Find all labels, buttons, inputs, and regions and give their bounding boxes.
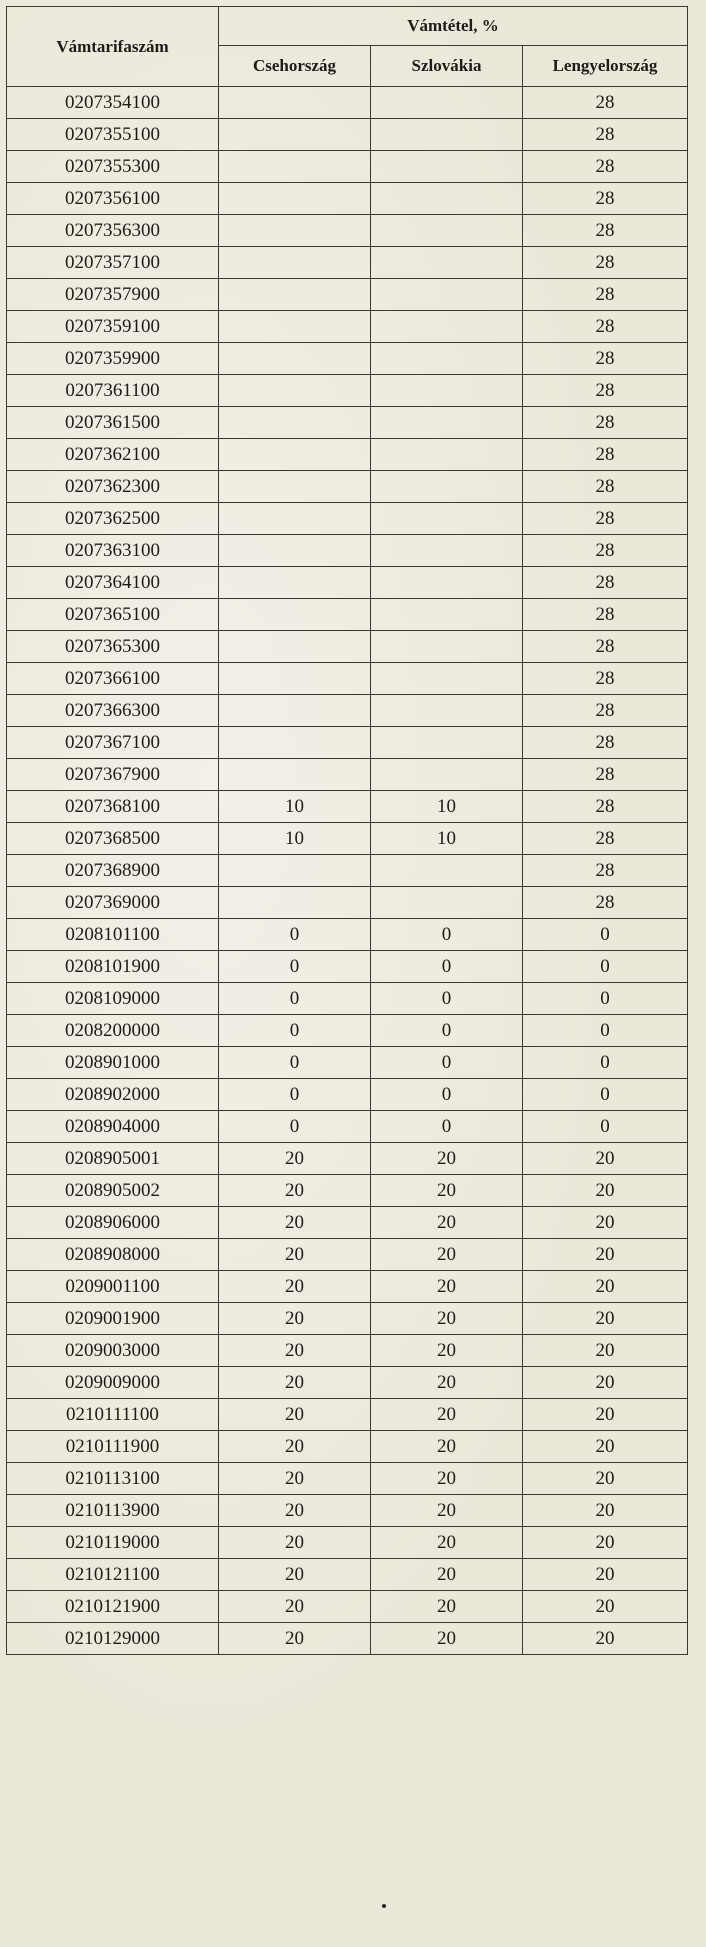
- rate-czech-cell: [219, 439, 371, 471]
- table-row: [7, 1175, 688, 1207]
- rate-czech-cell: [219, 279, 371, 311]
- rate-poland-cell: 20: [523, 1463, 688, 1495]
- rate-poland-cell: 0: [523, 919, 688, 951]
- rate-czech-cell: [219, 759, 371, 791]
- rate-poland-cell: 28: [523, 791, 688, 823]
- rate-czech-cell: [219, 87, 371, 119]
- rate-czech-cell: [219, 887, 371, 919]
- header-country: Lengyelország: [523, 46, 688, 87]
- rate-slovakia-cell: [371, 215, 523, 247]
- rate-czech-cell: [219, 375, 371, 407]
- tariff-code-cell: 0207365100: [7, 599, 219, 631]
- tariff-code-cell: 0207367100: [7, 727, 219, 759]
- rate-slovakia-cell: [371, 375, 523, 407]
- rate-czech-cell: [219, 311, 371, 343]
- table-row: [7, 1303, 688, 1335]
- rate-czech-cell: 0: [219, 1111, 371, 1143]
- table-row: [7, 919, 688, 951]
- table-row: [7, 311, 688, 343]
- table-row: [7, 1143, 688, 1175]
- rate-slovakia-cell: [371, 695, 523, 727]
- rate-slovakia-cell: 0: [371, 983, 523, 1015]
- tariff-code-cell: 0210129000: [7, 1623, 219, 1655]
- rate-poland-cell: 0: [523, 983, 688, 1015]
- table-row: [7, 1207, 688, 1239]
- table-row: [7, 791, 688, 823]
- rate-czech-cell: 0: [219, 1047, 371, 1079]
- rate-czech-cell: 10: [219, 823, 371, 855]
- header-country: Szlovákia: [371, 46, 523, 87]
- table-row: [7, 1079, 688, 1111]
- tariff-code-cell: 0207365300: [7, 631, 219, 663]
- table-row: [7, 887, 688, 919]
- rate-poland-cell: 28: [523, 631, 688, 663]
- tariff-code-cell: 0210121100: [7, 1559, 219, 1591]
- table-row: [7, 439, 688, 471]
- rate-czech-cell: 20: [219, 1239, 371, 1271]
- rate-czech-cell: 20: [219, 1303, 371, 1335]
- rate-slovakia-cell: 20: [371, 1335, 523, 1367]
- rate-czech-cell: 20: [219, 1335, 371, 1367]
- tariff-code-cell: 0207357100: [7, 247, 219, 279]
- rate-slovakia-cell: [371, 855, 523, 887]
- tariff-code-cell: 0209009000: [7, 1367, 219, 1399]
- table-row: [7, 727, 688, 759]
- rate-czech-cell: 0: [219, 983, 371, 1015]
- tariff-code-cell: 0207359900: [7, 343, 219, 375]
- tariff-code-cell: 0208904000: [7, 1111, 219, 1143]
- rate-slovakia-cell: 10: [371, 791, 523, 823]
- table-row: [7, 695, 688, 727]
- tariff-code-cell: 0207368100: [7, 791, 219, 823]
- table-row: [7, 1015, 688, 1047]
- rate-czech-cell: [219, 503, 371, 535]
- tariff-code-cell: 0207361100: [7, 375, 219, 407]
- rate-poland-cell: 0: [523, 1111, 688, 1143]
- rate-slovakia-cell: 20: [371, 1591, 523, 1623]
- rate-czech-cell: [219, 471, 371, 503]
- rate-czech-cell: 0: [219, 1079, 371, 1111]
- tariff-table: [6, 6, 688, 1655]
- rate-slovakia-cell: 20: [371, 1303, 523, 1335]
- table-row: [7, 215, 688, 247]
- table-row: [7, 1431, 688, 1463]
- table-row: [7, 1239, 688, 1271]
- rate-czech-cell: [219, 695, 371, 727]
- table-row: [7, 375, 688, 407]
- tariff-code-cell: 0210113100: [7, 1463, 219, 1495]
- table-row: [7, 1367, 688, 1399]
- rate-poland-cell: 20: [523, 1559, 688, 1591]
- table-row: [7, 567, 688, 599]
- rate-slovakia-cell: [371, 119, 523, 151]
- table-row: [7, 1527, 688, 1559]
- rate-slovakia-cell: 0: [371, 1079, 523, 1111]
- rate-poland-cell: 28: [523, 503, 688, 535]
- rate-czech-cell: 20: [219, 1431, 371, 1463]
- rate-czech-cell: [219, 535, 371, 567]
- tariff-code-cell: 0208905001: [7, 1143, 219, 1175]
- rate-slovakia-cell: 20: [371, 1239, 523, 1271]
- tariff-code-cell: 0207354100: [7, 87, 219, 119]
- rate-czech-cell: [219, 247, 371, 279]
- tariff-code-cell: 0207369000: [7, 887, 219, 919]
- table-row: [7, 279, 688, 311]
- rate-slovakia-cell: [371, 183, 523, 215]
- tariff-code-cell: 0207362300: [7, 471, 219, 503]
- rate-poland-cell: 20: [523, 1623, 688, 1655]
- tariff-code-cell: 0207368500: [7, 823, 219, 855]
- rate-slovakia-cell: 20: [371, 1399, 523, 1431]
- rate-slovakia-cell: [371, 631, 523, 663]
- rate-poland-cell: 28: [523, 567, 688, 599]
- rate-czech-cell: 20: [219, 1175, 371, 1207]
- table-row: [7, 663, 688, 695]
- rate-czech-cell: 20: [219, 1367, 371, 1399]
- tariff-code-cell: 0207363100: [7, 535, 219, 567]
- rate-czech-cell: [219, 215, 371, 247]
- tariff-code-cell: 0207366300: [7, 695, 219, 727]
- tariff-code-cell: 0208101100: [7, 919, 219, 951]
- tariff-code-cell: 0209001900: [7, 1303, 219, 1335]
- tariff-code-cell: 0207356100: [7, 183, 219, 215]
- tariff-code-cell: 0208905002: [7, 1175, 219, 1207]
- table-row: [7, 1591, 688, 1623]
- table-row: [7, 1335, 688, 1367]
- tariff-code-cell: 0210121900: [7, 1591, 219, 1623]
- rate-czech-cell: [219, 119, 371, 151]
- rate-poland-cell: 20: [523, 1143, 688, 1175]
- table-row: [7, 951, 688, 983]
- table-row: [7, 1399, 688, 1431]
- rate-poland-cell: 28: [523, 279, 688, 311]
- rate-poland-cell: 0: [523, 951, 688, 983]
- rate-poland-cell: 28: [523, 87, 688, 119]
- rate-poland-cell: 0: [523, 1047, 688, 1079]
- rate-poland-cell: 28: [523, 535, 688, 567]
- rate-poland-cell: 28: [523, 247, 688, 279]
- rate-slovakia-cell: [371, 439, 523, 471]
- header-duty-rate: Vámtétel, %: [219, 7, 688, 46]
- rate-poland-cell: 28: [523, 887, 688, 919]
- rate-slovakia-cell: 0: [371, 1047, 523, 1079]
- rate-slovakia-cell: 20: [371, 1623, 523, 1655]
- table-row: [7, 471, 688, 503]
- rate-slovakia-cell: 20: [371, 1431, 523, 1463]
- rate-slovakia-cell: [371, 535, 523, 567]
- rate-poland-cell: 28: [523, 119, 688, 151]
- rate-slovakia-cell: 0: [371, 1111, 523, 1143]
- rate-poland-cell: 20: [523, 1335, 688, 1367]
- rate-slovakia-cell: [371, 567, 523, 599]
- rate-poland-cell: 20: [523, 1303, 688, 1335]
- rate-slovakia-cell: 20: [371, 1175, 523, 1207]
- rate-slovakia-cell: 0: [371, 919, 523, 951]
- rate-slovakia-cell: [371, 311, 523, 343]
- rate-czech-cell: 20: [219, 1271, 371, 1303]
- table-row: [7, 1047, 688, 1079]
- rate-slovakia-cell: 20: [371, 1495, 523, 1527]
- tariff-code-cell: 0210111100: [7, 1399, 219, 1431]
- rate-czech-cell: 20: [219, 1527, 371, 1559]
- rate-poland-cell: 20: [523, 1367, 688, 1399]
- rate-czech-cell: 20: [219, 1591, 371, 1623]
- table-row: [7, 983, 688, 1015]
- rate-slovakia-cell: [371, 471, 523, 503]
- table-row: [7, 407, 688, 439]
- rate-czech-cell: 0: [219, 1015, 371, 1047]
- rate-czech-cell: 20: [219, 1399, 371, 1431]
- table-row: [7, 1463, 688, 1495]
- rate-poland-cell: 20: [523, 1175, 688, 1207]
- rate-czech-cell: [219, 343, 371, 375]
- table-row: [7, 503, 688, 535]
- rate-slovakia-cell: [371, 407, 523, 439]
- table-row: [7, 183, 688, 215]
- header-tariff-code: Vámtarifaszám: [7, 7, 219, 87]
- tariff-code-cell: 0207362100: [7, 439, 219, 471]
- tariff-code-cell: 0207367900: [7, 759, 219, 791]
- table-row: [7, 759, 688, 791]
- rate-poland-cell: 28: [523, 727, 688, 759]
- rate-slovakia-cell: 20: [371, 1463, 523, 1495]
- table-row: [7, 1623, 688, 1655]
- rate-slovakia-cell: 20: [371, 1367, 523, 1399]
- rate-slovakia-cell: 20: [371, 1143, 523, 1175]
- rate-poland-cell: 28: [523, 151, 688, 183]
- rate-poland-cell: 28: [523, 823, 688, 855]
- rate-poland-cell: 20: [523, 1591, 688, 1623]
- rate-czech-cell: [219, 183, 371, 215]
- header-country: Csehország: [219, 46, 371, 87]
- rate-poland-cell: 28: [523, 695, 688, 727]
- tariff-code-cell: 0207356300: [7, 215, 219, 247]
- rate-czech-cell: 20: [219, 1623, 371, 1655]
- table-row: [7, 1559, 688, 1591]
- rate-slovakia-cell: 20: [371, 1207, 523, 1239]
- rate-czech-cell: [219, 407, 371, 439]
- rate-poland-cell: 20: [523, 1399, 688, 1431]
- rate-czech-cell: 20: [219, 1143, 371, 1175]
- rate-czech-cell: [219, 855, 371, 887]
- rate-poland-cell: 28: [523, 759, 688, 791]
- tariff-code-cell: 0208901000: [7, 1047, 219, 1079]
- rate-czech-cell: 20: [219, 1463, 371, 1495]
- tariff-code-cell: 0210113900: [7, 1495, 219, 1527]
- rate-poland-cell: 28: [523, 471, 688, 503]
- rate-poland-cell: 28: [523, 599, 688, 631]
- table-row: [7, 631, 688, 663]
- rate-slovakia-cell: [371, 503, 523, 535]
- table-row: [7, 87, 688, 119]
- tariff-code-cell: 0210111900: [7, 1431, 219, 1463]
- rate-poland-cell: 28: [523, 663, 688, 695]
- rate-slovakia-cell: [371, 663, 523, 695]
- rate-slovakia-cell: [371, 599, 523, 631]
- tariff-code-cell: 0208902000: [7, 1079, 219, 1111]
- table-row: [7, 1271, 688, 1303]
- rate-slovakia-cell: [371, 727, 523, 759]
- rate-slovakia-cell: 10: [371, 823, 523, 855]
- table-body: [7, 87, 688, 1655]
- rate-slovakia-cell: [371, 343, 523, 375]
- rate-czech-cell: 0: [219, 919, 371, 951]
- table-row: [7, 343, 688, 375]
- rate-czech-cell: [219, 663, 371, 695]
- rate-poland-cell: 20: [523, 1431, 688, 1463]
- rate-poland-cell: 20: [523, 1271, 688, 1303]
- tariff-code-cell: 0207359100: [7, 311, 219, 343]
- tariff-code-cell: 0207366100: [7, 663, 219, 695]
- rate-czech-cell: [219, 727, 371, 759]
- rate-poland-cell: 20: [523, 1527, 688, 1559]
- rate-poland-cell: 28: [523, 855, 688, 887]
- scan-speck: [382, 1904, 386, 1908]
- tariff-code-cell: 0208200000: [7, 1015, 219, 1047]
- rate-czech-cell: [219, 151, 371, 183]
- table-row: [7, 1495, 688, 1527]
- rate-czech-cell: 10: [219, 791, 371, 823]
- tariff-code-cell: 0209003000: [7, 1335, 219, 1367]
- tariff-code-cell: 0208101900: [7, 951, 219, 983]
- rate-poland-cell: 28: [523, 343, 688, 375]
- table-row: [7, 535, 688, 567]
- table-row: [7, 855, 688, 887]
- rate-czech-cell: 20: [219, 1495, 371, 1527]
- table-row: [7, 119, 688, 151]
- rate-poland-cell: 20: [523, 1495, 688, 1527]
- rate-slovakia-cell: [371, 759, 523, 791]
- tariff-code-cell: 0207355300: [7, 151, 219, 183]
- rate-czech-cell: 20: [219, 1207, 371, 1239]
- tariff-code-cell: 0207362500: [7, 503, 219, 535]
- rate-poland-cell: 28: [523, 311, 688, 343]
- rate-slovakia-cell: 0: [371, 1015, 523, 1047]
- rate-poland-cell: 20: [523, 1207, 688, 1239]
- rate-poland-cell: 28: [523, 215, 688, 247]
- tariff-code-cell: 0207355100: [7, 119, 219, 151]
- tariff-code-cell: 0208109000: [7, 983, 219, 1015]
- rate-poland-cell: 0: [523, 1015, 688, 1047]
- rate-slovakia-cell: 20: [371, 1559, 523, 1591]
- tariff-code-cell: 0207364100: [7, 567, 219, 599]
- rate-czech-cell: [219, 631, 371, 663]
- table-row: [7, 823, 688, 855]
- header-row-group: [7, 7, 688, 46]
- tariff-code-cell: 0209001100: [7, 1271, 219, 1303]
- rate-slovakia-cell: [371, 87, 523, 119]
- rate-poland-cell: 28: [523, 375, 688, 407]
- tariff-code-cell: 0208906000: [7, 1207, 219, 1239]
- rate-czech-cell: [219, 567, 371, 599]
- table-row: [7, 1111, 688, 1143]
- tariff-code-cell: 0208908000: [7, 1239, 219, 1271]
- rate-slovakia-cell: [371, 887, 523, 919]
- rate-poland-cell: 0: [523, 1079, 688, 1111]
- rate-poland-cell: 28: [523, 183, 688, 215]
- rate-czech-cell: [219, 599, 371, 631]
- rate-poland-cell: 20: [523, 1239, 688, 1271]
- rate-slovakia-cell: [371, 247, 523, 279]
- table-row: [7, 247, 688, 279]
- tariff-code-cell: 0207361500: [7, 407, 219, 439]
- rate-poland-cell: 28: [523, 439, 688, 471]
- table-row: [7, 599, 688, 631]
- rate-poland-cell: 28: [523, 407, 688, 439]
- rate-slovakia-cell: 20: [371, 1271, 523, 1303]
- rate-slovakia-cell: [371, 151, 523, 183]
- rate-slovakia-cell: [371, 279, 523, 311]
- table-row: [7, 151, 688, 183]
- rate-czech-cell: 0: [219, 951, 371, 983]
- rate-czech-cell: 20: [219, 1559, 371, 1591]
- tariff-code-cell: 0207357900: [7, 279, 219, 311]
- tariff-code-cell: 0210119000: [7, 1527, 219, 1559]
- tariff-code-cell: 0207368900: [7, 855, 219, 887]
- rate-slovakia-cell: 0: [371, 951, 523, 983]
- rate-slovakia-cell: 20: [371, 1527, 523, 1559]
